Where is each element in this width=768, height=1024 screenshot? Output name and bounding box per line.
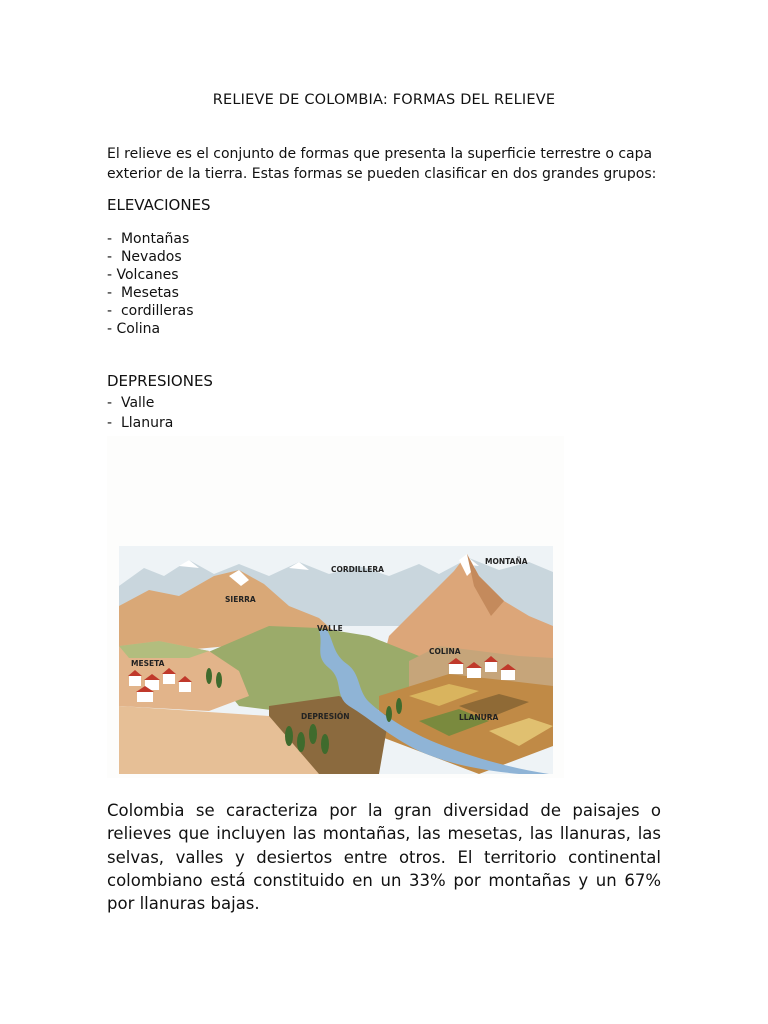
label-llanura: LLANURA — [459, 713, 499, 722]
body-paragraph: Colombia se caracteriza por la gran diversidad de paisajes o relieves que incluyen las montañas, las mesetas, las llanuras, las selvas, valles y desiertos entre otros. El territorio continental colombiano está constituido en un 33% por montañas y un 67% por llanuras bajas. — [107, 801, 661, 914]
list-item: - Valle — [107, 395, 155, 411]
elevaciones-heading: ELEVACIONES — [107, 196, 211, 214]
list-item: - Llanura — [107, 415, 174, 431]
label-colina: COLINA — [429, 647, 461, 656]
label-montana: MONTAÑA — [485, 557, 528, 566]
page-title: RELIEVE DE COLOMBIA: FORMAS DEL RELIEVE — [212, 92, 556, 108]
list-item: - Nevados — [107, 249, 182, 265]
list-item: - cordilleras — [107, 303, 194, 319]
depresiones-heading: DEPRESIONES — [107, 372, 213, 390]
list-item: - Volcanes — [107, 267, 179, 283]
list-item: - Colina — [107, 321, 161, 337]
list-item: - Montañas — [107, 231, 190, 247]
label-sierra: SIERRA — [225, 595, 256, 604]
label-meseta: MESETA — [131, 659, 165, 668]
landscape-svg — [119, 546, 553, 774]
depresiones-list — [107, 393, 173, 433]
relief-illustration — [107, 436, 564, 778]
intro-paragraph: El relieve es el conjunto de formas que presenta la superficie terrestre o capa exterior de la tierra. Estas formas se pueden clasificar en dos grandes grupos: — [107, 146, 657, 182]
list-item: - Mesetas — [107, 285, 179, 301]
label-cordillera: CORDILLERA — [331, 565, 384, 574]
elevaciones-list — [107, 230, 194, 338]
label-depresion: DEPRESIÓN — [301, 712, 350, 721]
label-valle: VALLE — [317, 624, 343, 633]
